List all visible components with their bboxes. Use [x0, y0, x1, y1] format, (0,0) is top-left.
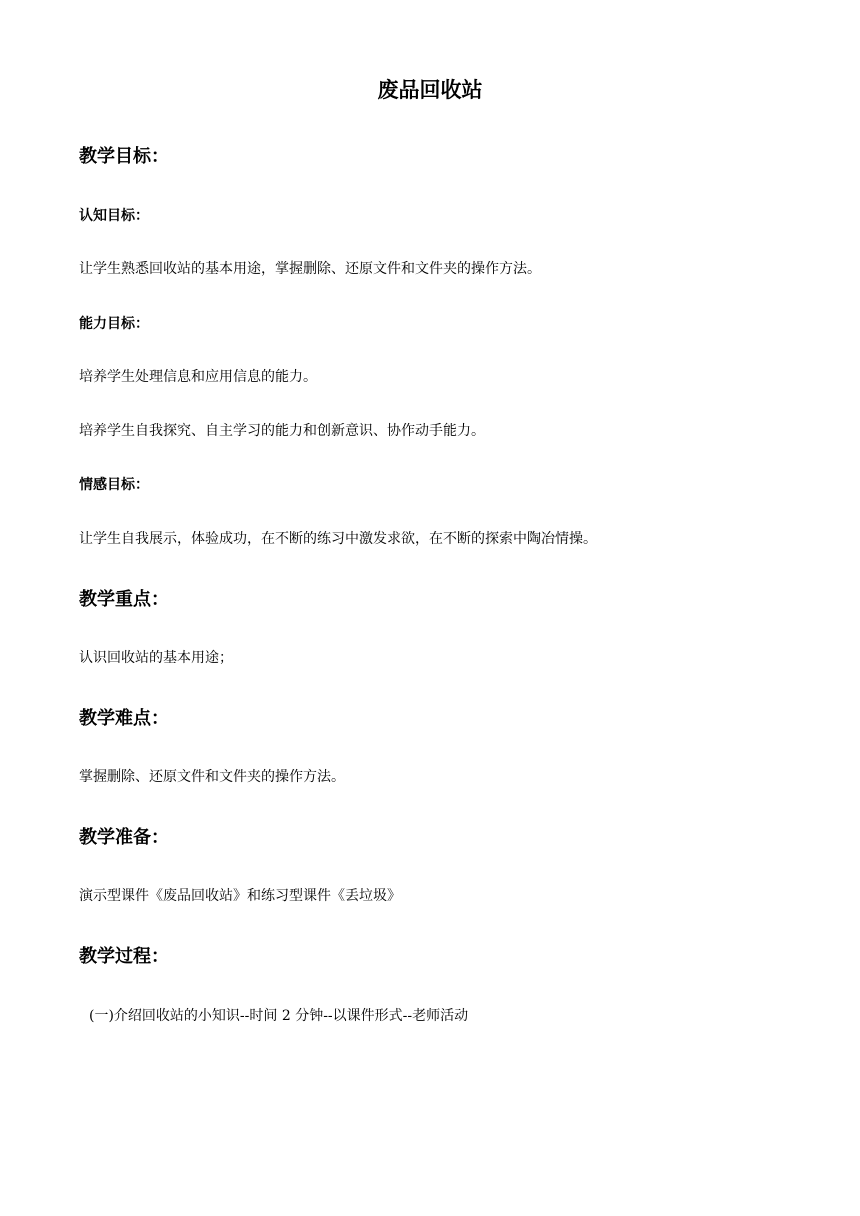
document-title: 废品回收站	[377, 78, 483, 102]
emotion-goals-text: 让学生自我展示，体验成功，在不断的练习中激发求欲，在不断的探索中陶冶情操。	[79, 531, 597, 547]
ability-goals-heading: 能力目标：	[79, 316, 149, 332]
ability-goals-text-2: 培养学生自我探究、自主学习的能力和创新意识、协作动手能力。	[79, 423, 485, 439]
process-step-1: (一)介绍回收站的小知识--时间 2 分钟--以课件形式--老师活动	[89, 1008, 469, 1024]
process-heading: 教学过程：	[79, 946, 169, 967]
preparation-heading: 教学准备：	[79, 827, 169, 848]
difficulties-heading: 教学难点：	[79, 708, 169, 729]
cognitive-goals-text: 让学生熟悉回收站的基本用途，掌握删除、还原文件和文件夹的操作方法。	[79, 261, 541, 277]
goals-heading: 教学目标：	[79, 146, 169, 167]
cognitive-goals-heading: 认知目标：	[79, 208, 149, 224]
ability-goals-text-1: 培养学生处理信息和应用信息的能力。	[79, 369, 317, 385]
key-points-heading: 教学重点：	[79, 589, 169, 610]
preparation-text: 演示型课件《废品回收站》和练习型课件《丢垃圾》	[79, 888, 401, 904]
key-points-text: 认识回收站的基本用途；	[79, 650, 233, 666]
emotion-goals-heading: 情感目标：	[79, 477, 149, 493]
difficulties-text: 掌握删除、还原文件和文件夹的操作方法。	[79, 769, 345, 785]
